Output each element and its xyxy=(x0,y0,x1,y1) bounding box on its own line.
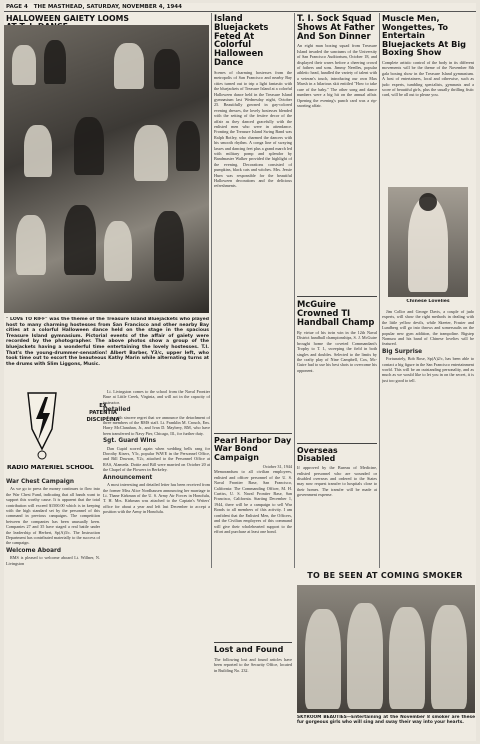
detailed-text: It is with sincere regret that we announce the detachment of three members of the RMS staff. Lt. Franklin M. Crouch, Ens. Harry McClanahan, Jr., and Ivan D. Maybery, RM, who have been transferred to Navy Pier, Chicago, Ill., for further duty. xyxy=(103,414,210,436)
column-2 xyxy=(214,14,292,742)
welcome-text: RMS is pleased to welcome aboard Lt. Willner, N. Livingston xyxy=(6,555,100,566)
column-1-body xyxy=(6,477,100,741)
lost-found-headline: Lost and Found xyxy=(214,645,284,655)
judo-text: Jim Collor and George Davis, a couple of judo experts, will show the right methods in dealing with the little yellow devils, while Skeeter, Frasier and Lundberg will go into throws and somersaults on the popular new gym addition, the trampoline. Bigstep Nomura and his band of Chinese lovelies will be featured. xyxy=(382,309,474,347)
dance-photo xyxy=(4,25,209,313)
skyroom-caption: SKYROOM BEAUTIES—Entertaining at the November 8 smoker are these fur gorgeous girls who will sing and sway their way into your hearts. xyxy=(297,715,475,726)
island-bluejackets-text: Scenes of charming hostesses from the metropolis of San Francisco and nearby Bay cities turned out to trip a light fantastic with the bluejackets of Treasure Island at a colorful Halloween dance held in the Treasure Island gymnasium last Wednesday night, October 25. Beautifully gowned in gay-colored evening dresses, the lovely hostesses blended with the setting of the festive decor of the affair as they danced gracefully with the enlisted men who were in attendance. Fronting the Treasure Island Swing Band was Ralph Botley, who charmed the dancers with his smooth rhythm. A conga line of swaying lasses and dancing feet plus a grand march led with military pomp and splendor by Bandmaster Walker provided the highlight of the evening. Decorations consisted of pumpkins, black cats and witches. Mrs. Jessie Hurn was responsible for the beautiful Halloween decorations and the delicious refreshments. xyxy=(214,69,292,189)
sgd-heading: Sgt. Guard Wins xyxy=(103,438,157,445)
page-number: PAGE 4 xyxy=(6,4,28,10)
overseas-headline: Overseas Disabled xyxy=(297,445,338,464)
column-1b-body xyxy=(103,389,210,741)
chinese-lovelies-caption: Chinese Lovelies xyxy=(406,299,450,304)
logo-label: RADIO MATERIEL SCHOOL xyxy=(7,465,94,471)
welcome-heading: Welcome Aboard xyxy=(6,547,62,554)
photo-caption: " LOVE TO RIFF" was the theme of the Treasure Island Bluejackets who played host to many charming hostesses from San Francisco and other nearby Bay cities at a colorful Halloween dance held on the stage in the spacious Treasure Island gymnasium. Pictorial events of the affair of gaiety were recorded by the photographer. The above photos show a group of the bluejackets having a wonderful time entertaining the lovely hostesses. T.I. That's the young-drummer-sensation! Albert Barber, Y3/c, upper left, who took time out to escort the beauteous Kathy Marin while alternating turns at the drums with Slim Liggons, Music. xyxy=(6,317,209,367)
detailed-heading: Detailed xyxy=(103,407,131,414)
newspaper-page xyxy=(4,3,476,741)
mcguire-text: By virtue of his twin win in the 12th Naval District handball championships, S. J. McGuire brought home the coveted Commandant's Trophy to T. I., sweeping the field in both singles and doubles. Selected to the limits by the crafty play of Nine Campbell, Cox, Mc-Guire had to use his best shots to overcome his opponent. xyxy=(297,329,377,373)
pearl-harbor-date: October 31, 1944 xyxy=(262,464,292,470)
motto-line-3: DISCIPLINA xyxy=(86,417,120,423)
war-chest-text: As we go to press the money continues to flow into the War Chest Fund, indicating that all hands want to support this worthy cause. It is apparent that the total contribution will exceed $1500.00 which is in keeping with the high standard set by the personnel of this command in previous campaigns. The competition between the companies has been unusually keen. Companies 27 and 35 have staged a real battle under the leadership of Herbert, Sp(A)3/c. The Instruction Department has contributed materially to the success of the campaign. xyxy=(6,486,100,546)
pearl-harbor-headline: Pearl Harbor Day War Bond Campaign xyxy=(214,435,292,462)
overseas-text: If approved by the Bureau of Medicine, enlisted personnel who are wounded or disabled overseas and ordered to the States may now request transfer to hospitals close to their homes. The transfer will be made at government expense. xyxy=(297,465,377,498)
chinese-lovelies-photo xyxy=(388,187,468,297)
column-divider xyxy=(379,13,380,568)
livingston-text: Lt. Livingston comes to the school from the Naval Frontier Base at Little Creek, Virginia, and will act in the capacity of instructor. xyxy=(103,389,210,405)
column-divider xyxy=(211,13,212,568)
lost-found-text: The following lost and found articles have been reported to the Security Office, located in Building No. 232. xyxy=(214,656,292,673)
mcguire-headline: McGuire Crowned TI Handball Champ xyxy=(297,299,375,328)
motto-line-2: PATENTIA xyxy=(89,410,117,416)
halloween-headline: HALLOWEEN GAIETY LOOMS xyxy=(6,14,129,23)
pearl-harbor-text: Memorandum to all civilian employees, enlisted and officer personnel of the U. S. Naval Frontier Base, San Francisco, California: The Commanding Officer, M. H. Curtiss, U. S. Naval Frontier Base, San Francisco, California. Starting December 1, 1944, there will be a campaign to sell War Bonds to all members of this activity. I am confident that the Enlisted Men, the Officers, and the Civilian employees of this command will give their wholehearted support to the effort and purchase at least one bond. xyxy=(214,469,292,534)
masthead xyxy=(4,3,476,12)
war-chest-heading: War Chest Campaign xyxy=(6,479,75,485)
column-3 xyxy=(297,14,377,559)
sgd-text: Dan Cupid scored again when wedding bells rang for Dorothy Kisers, Y3c, popular WAVE in the Personnel Office, and Bill Dawson, Y2c, attached to the Personnel Office at RAS, Alameda. Dottie and Bill were married on October 20 at the Chapel of the Flowers in Berkeley. xyxy=(103,445,210,473)
surprise-heading: Big Surprise xyxy=(382,348,423,355)
smoker-banner: TO BE SEEN AT COMING SMOKER xyxy=(307,571,463,580)
paper-dateline: THE MASTHEAD, SATURDAY, NOVEMBER 4, 1944 xyxy=(33,4,182,10)
column-divider xyxy=(294,13,295,568)
announcement-text: A most interesting and detailed letter has been received from the former Miss Alice Nordhausen announcing her marriage to Lt. Thane Kirkman of the U. S. Army Air Forces in Honolulu, T. H. Mrs. Kirkman was attached to the Captain's Writers' office for about a year and left last December to accept a position with the Army in Honolulu. xyxy=(103,482,210,515)
school-logo xyxy=(14,389,70,463)
sock-squad-headline: T. I. Sock Squad Shows At Father And Son Dinner xyxy=(297,14,375,41)
muscle-men-text: Complete artistic control of the body in its different movements will be the theme of the November 8th gala boxing show in the Treasure Island gymnasium. A host of entertainers, local and otherwise, such as judo experts, tumbling specialists, gymnasts and a score of beautiful girls, plus the usually thrilling fistic card, will be all out to please you. xyxy=(382,60,474,98)
motto-line-1: EX xyxy=(99,403,107,409)
sock-squad-text: An eight man boxing squad from Treasure Island invaded the sanctums of the University of San Francisco Auditorium, October 18, and displayed their wares before a cheering crowd of fathers and sons. Jimmy Needles, popular athletic head, handled the variety of talent with a veteran's touch, introducing our own Max Marsh in a hilarious skit entitled "How to take care of the baby." The other song and dance numbers were a big hit on the annual affair. Opening the evening's punch card was a rip-snorting affair. xyxy=(297,43,377,108)
muscle-men-headline: Muscle Men, Wongettes, To Entertain Bluejackets At Big Boxing Show xyxy=(382,14,467,58)
skyroom-beauties-photo xyxy=(297,585,475,713)
announcement-heading: Announcement xyxy=(103,474,153,481)
surprise-text: Fortunately, Bob Rose, Sp(A)2/c, has been able to contact a big figure in the San Francisco entertainment world. This will be an outstanding personality, and as much as we would like to let you in on the secret, it is just too good to tell. xyxy=(382,356,474,383)
island-bluejackets-headline: Island Bluejackets Feted At Colorful Halloween Dance xyxy=(214,14,269,68)
lightning-emblem-icon xyxy=(14,389,70,463)
column-4-lower xyxy=(382,309,474,557)
